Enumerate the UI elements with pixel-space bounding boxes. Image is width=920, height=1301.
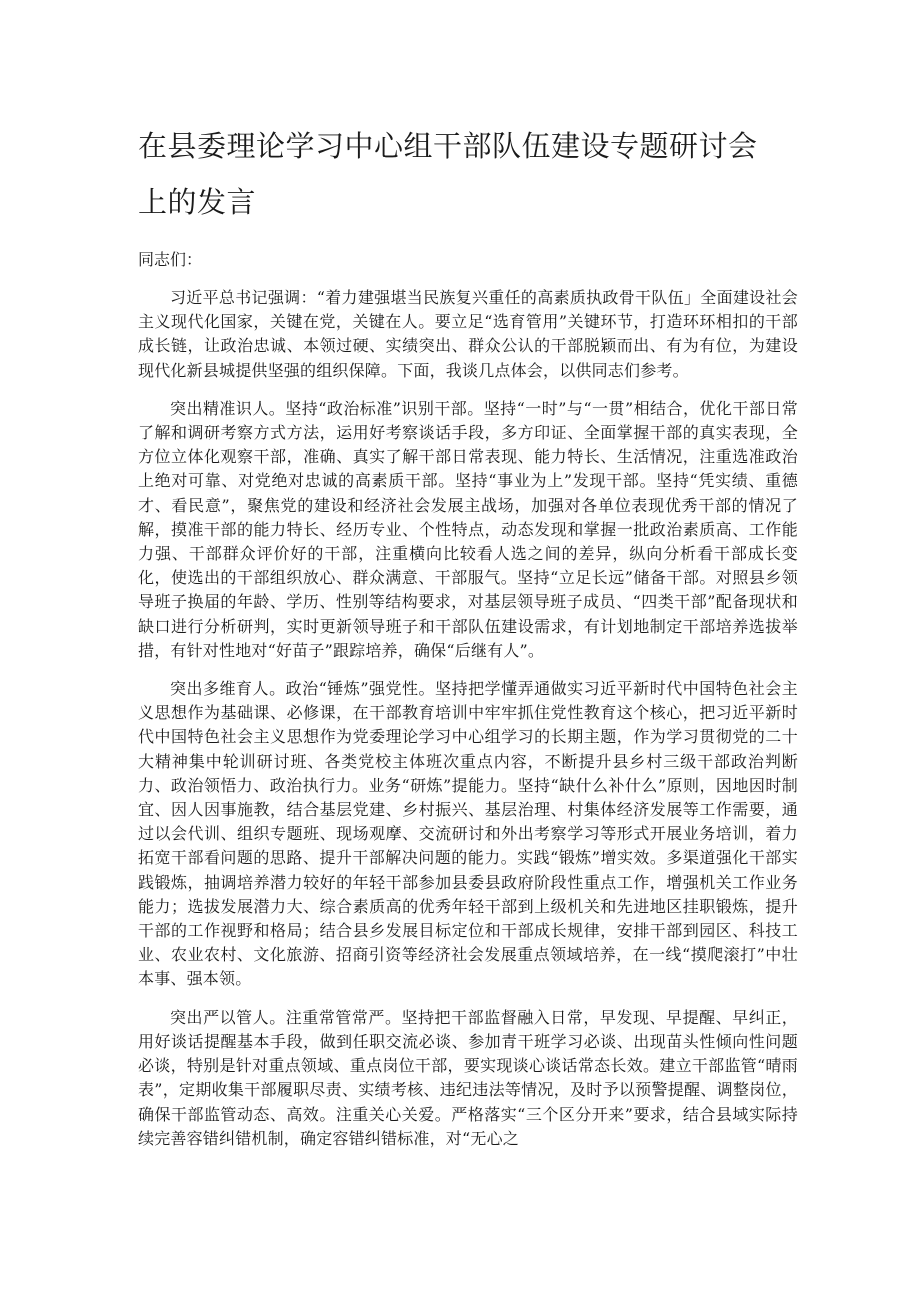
document-title: 在县委理论学习中心组干部队伍建设专题研讨会上的发言 <box>138 129 758 219</box>
paragraph-cultivate-talent: 突出多维育人。政治“锤炼”强党性。坚持把学懂弄通做实习近平新时代中国特色社会主义思想作为基础课、必修课，在干部教育培训中牢牢抓住党性教育这个核心，把习近平新时代中国特色社会主义思想作为党委理论学习中心组学习的长期主题，作为学习贯彻党的二十大精神集中轮训研讨班、各类党校主体班次重点内容，不断提升县乡村三级干部政治判断力、政治领悟力、政治执行力。业务“研炼”提能力。坚持“缺什么补什么”原则，因地因时制宜、因人因事施教，结合基层党建、乡村振兴、基层治理、村集体经济发展等工作需要，通过以会代训、组织专题班、现场观摩、交流研讨和外出考察学习等形式开展业务培训，着力拓宽干部看问题的思路、提升干部解决问题的能力。实践“锻炼”增实效。多渠道强化干部实践锻炼，抽调培养潜力较好的年轻干部参加县委县政府阶段性重点工作，增强机关工作业务能力；选拔发展潜力大、综合素质高的优秀年轻干部到上级机关和先进地区挂职锻炼，提升干部的工作视野和格局；结合县乡发展目标定位和干部成长规律，安排干部到园区、科技工业、农业农村、文化旅游、招商引资等经济社会发展重点领域培养，在一线“摸爬滚打”中壮本事、强本领。 <box>138 679 798 989</box>
document-page <box>138 118 798 1165</box>
greeting: 同志们： <box>138 250 203 269</box>
paragraph-identify-talent: 突出精准识人。坚持“政治标准”识别干部。坚持“一时”与“一贯”相结合，优化干部日常了解和调研考察方式方法，运用好考察谈话手段，多方印证、全面掌握干部的真实表现，全方位立体化观察干部，准确、真实了解干部日常表现、能力特长、生活情况，注重选准政治上绝对可靠、对党绝对忠诚的高素质干部。坚持“事业为上”发现干部。坚持“凭实绩、重德才、看民意”，聚焦党的建设和经济社会发展主战场，加强对各单位表现优秀干部的情况了解，摸准干部的能力特长、经历专业、个性特点，动态发现和掌握一批政治素质高、工作能力强、干部群众评价好的干部，注重横向比较看人选之间的差异，纵向分析看干部成长变化，使选出的干部组织放心、群众满意、干部服气。坚持“立足长远”储备干部。对照县乡领导班子换届的年龄、学历、性别等结构要求，对基层领导班子成员、“四类干部”配备现状和缺口进行分析研判，实时更新领导班子和干部队伍建设需求，有计划地制定干部培养选拔举措，有针对性地对“好苗子”跟踪培养，确保“后继有人”。 <box>138 398 798 660</box>
paragraph-manage-talent: 突出严以管人。注重常管常严。坚持把干部监督融入日常，早发现、早提醒、早纠正，用好谈话提醒基本手段，做到任职交流必谈、参加青干班学习必谈、出现苗头性倾向性问题必谈，特别是针对重点领域、重点岗位干部，要实现谈心谈话常态长效。建立干部监管“晴雨表”，定期收集干部履职尽责、实绩考核、违纪违法等情况，及时予以预警提醒、调整岗位，确保干部监管动态、高效。注重关心关爱。严格落实“三个区分开来”要求，结合县域实际持续完善容错纠错机制，确定容错纠错标准，对“无心之 <box>138 1007 798 1148</box>
paragraph-intro: 习近平总书记强调：“着力建强堪当民族复兴重任的高素质执政骨干队伍」全面建设社会主义现代化国家，关键在党，关键在人。要立足“选育管用”关键环节，打造环环相扣的干部成长链，让政治忠诚、本领过硬、实绩突出、群众公认的干部脱颖而出、有为有位，为建设现代化新县城提供坚强的组织保障。下面，我谈几点体会，以供同志们参考。 <box>138 288 798 380</box>
